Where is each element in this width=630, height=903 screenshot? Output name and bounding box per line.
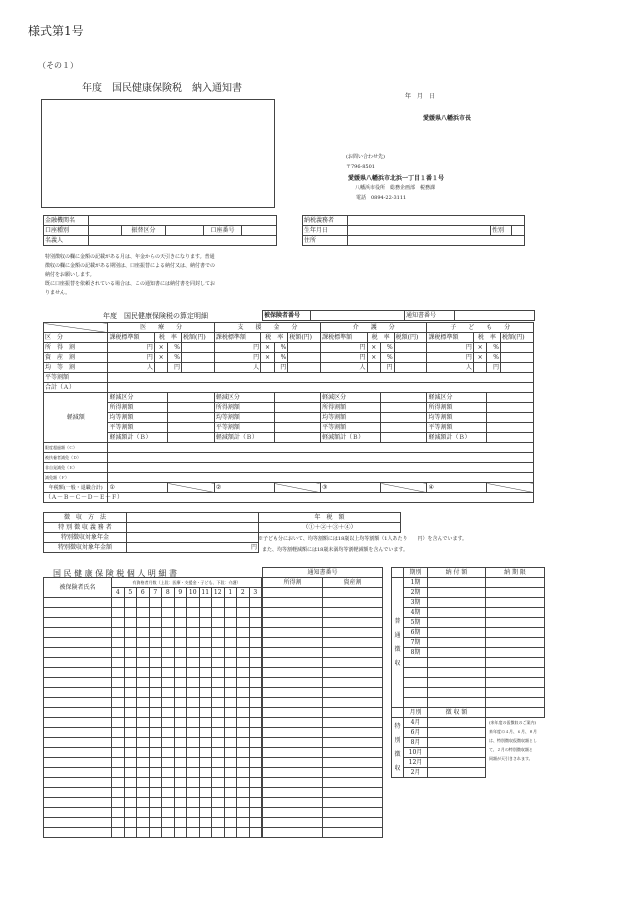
contact-heading: (お問い合わせ先) [346,154,385,160]
footnote-1: ※子ども分において、均等割額には18歳以上均等割額（1人あたり 円）を含んでいます。 [258,536,468,542]
address-window [41,99,275,208]
regular-label: 普 通 徴 収 [392,578,404,708]
obligor-label: 納税義務者 [303,216,348,226]
schedule-table: 期別 納 付 額 納 期 限 普 通 徴 収 1期 2期 3期 4期 5期 6期 7期 8期 月別 徴 収 額 特 別 徴 収 4月 (来年度の仮徴収のご案内) 来年度の４月、６月、８月 は、特別徴収仮徴収額とし て、２月の特別徴収額と 同額が天引きされます。 6月 8月 10月 12月 2月 [391,567,545,778]
month-head: 9 [174,588,187,598]
name-head: 被保険者氏名 [44,578,112,598]
category-head: 子 ど も 分 [427,323,534,333]
calc-table: 医 療 分 支 援 金 分 介 護 分 子 ど も 分 区 分 課税標準額 税 率 税額(円) 課税標準額 税 率 税額(円) 課税標準額 税 率 税額(円) 課税標準額 税 率 税額(円) 所 得 割 円 × % 円 × % 円 × % 円 × % 資 産 割 円 × % 円 × % 円 × % 円 × % 均 等 割 人 円 人 円 人 円 人 円 平等割額 合計（Ａ） 軽減額 軽減区分 軽減区分 軽減区分 軽減区分 所得割額 所得割額 所得割額 所得割額 均等割額 均等割額 均等割額 均等割額 平等割額 平等割額 平等割額 平等割額 軽減額計（Ｂ） 軽減額計（Ｂ） 軽減額計（Ｂ） 軽減額計（Ｂ） 限度超過額（Ｃ） 被扶養者減免（Ｄ） 非自発減免（Ｅ） 減免額（Ｆ） 年税額(一般・退職合計) ① ② ③ ④ （Ａ－Ｂ－Ｃ－Ｄ－Ｅ－Ｆ） [43,322,534,503]
taxpayer-table [302,215,525,246]
annual-total-table: 年 税 額 （①＋②＋③＋④） [258,512,401,533]
month-head: 11 [199,588,212,598]
method-table: 徴 収 方 法 特 別 徴 収 義 務 者 特別徴収対象年金 特別徴収対象年金額 円 [43,512,259,553]
calc-title: 年度 国民健康保険税の算定明細 [103,312,208,320]
reduction-label: 軽減額 [44,393,108,443]
issue-date: 年 月 日 [405,93,436,100]
month-head: 4 [112,588,125,598]
month-head: 7 [149,588,162,598]
footnote-2: また、均等割軽減額には18歳未満均等割軽減額を含んでいます。 [262,547,408,553]
special-label: 特 別 徴 収 [392,718,404,778]
month-head: 6 [137,588,150,598]
contact-address: 愛媛県八幡浜市北浜一丁目１番１号 [348,175,445,182]
month-head: 3 [249,588,262,598]
individual-notice-no: 通知書番号 [263,568,383,578]
holder-label: 名義人 [44,236,89,246]
month-head: 5 [124,588,137,598]
corner-cell [44,323,108,333]
individual-title: 国 民 健 康 保 険 税 個 人 明 細 書 [53,569,177,578]
category-head: 医 療 分 [108,323,214,333]
bank-table [43,215,277,246]
special-note: (来年度の仮徴収のご案内) 来年度の４月、６月、８月 は、特別徴収仮徴収額とし て、２月の特別徴収額と 同額が天引きされます。 [489,720,537,761]
form-number: 様式第1号 [28,24,84,38]
month-head: 1 [224,588,237,598]
account-type-label: 口座種別 [44,226,89,236]
category-head: 支 援 金 分 [214,323,320,333]
transfer-type-label: 振替区分 [122,226,166,236]
contact-postal: 〒796-8501 [346,164,375,170]
account-no-label: 口座番号 [204,226,242,236]
month-head: 2 [237,588,250,598]
month-head: 12 [212,588,225,598]
individual-table: 被保険者氏名 有資格者月数（上段：医療・支援金・子ども、下段：介護） 4 5 6 7 8 9 10 11 12 1 2 3 [43,577,262,838]
page-title: 年度 国民健康保険税 納入通知書 [82,83,242,94]
notes: 特別徴収の欄に金額の記載がある月は、年金からの天引きになります。普通 徴収の欄に金額の記載がある期別は、口座振替による納付又は、納付書での 納付をお願いします。 既に口座振替を依頼されている場合は、この通知書には納付書を同封してお りません。 [45,254,216,296]
birth-label: 生年月日 [303,226,348,236]
contact-office: 八幡浜市役所 総務企画部 税務課 [355,185,436,191]
mayor-name: 愛媛県八幡浜市長 [423,115,472,122]
calc-id-table [262,310,535,321]
individual-amounts: 通知書番号 所得割 資産割 [262,567,383,838]
category-head: 介 護 分 [321,323,427,333]
insured-no-label: 被保険者番号 [263,311,311,321]
contact-tel: 電話 0894-22-3111 [356,195,407,201]
month-head: 10 [187,588,200,598]
part-label: （その１） [38,61,78,70]
address-label: 住所 [303,236,348,246]
bank-label: 金融機関名 [44,216,89,226]
notice-no-label: 通知書番号 [405,311,455,321]
month-head: 8 [162,588,175,598]
gender-label: 性別 [491,226,512,236]
